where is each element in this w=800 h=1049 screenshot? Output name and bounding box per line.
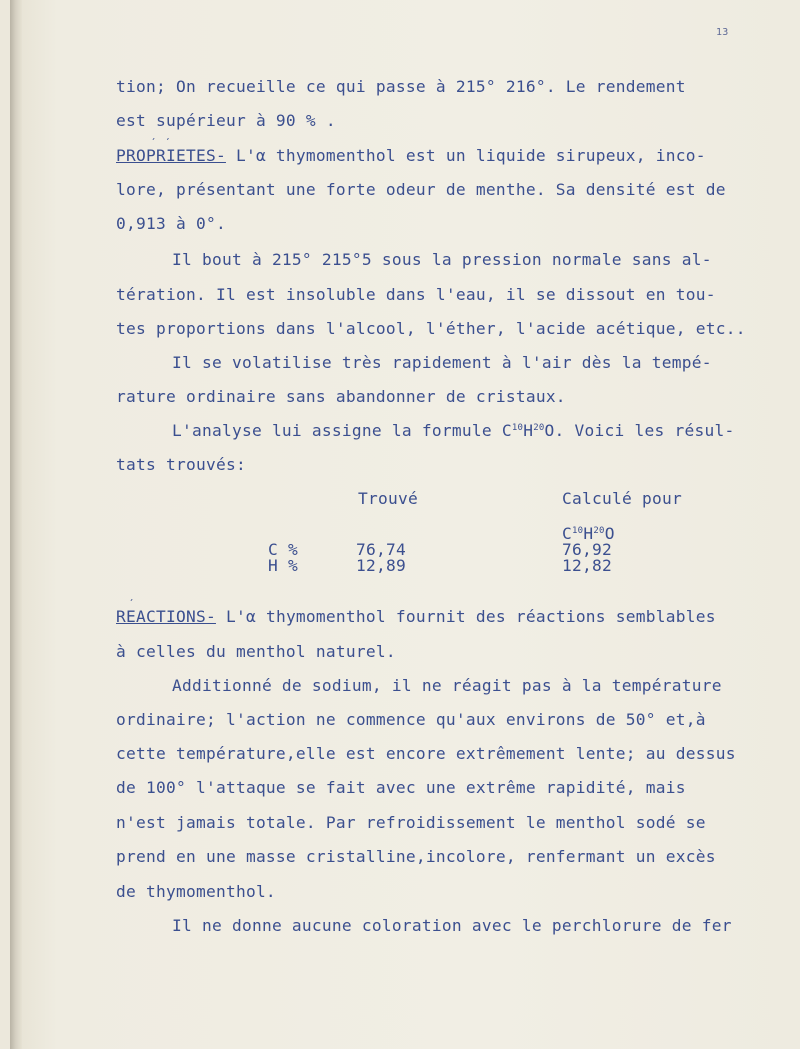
formula-c-subscript: 10 xyxy=(511,423,524,433)
text-line: de 100° l'attaque se fait avec une extrême rapidité, mais xyxy=(116,778,686,797)
text-line: rature ordinaire sans abandonner de cristaux. xyxy=(116,387,566,406)
page-number: 13 xyxy=(716,27,729,38)
text-line: lore, présentant une forte odeur de menthe. Sa densité est de xyxy=(116,180,726,199)
table-row-label: H % xyxy=(268,556,298,575)
text-line: tération. Il est insoluble dans l'eau, il se dissout en tou- xyxy=(116,285,716,304)
table-cell-calcule: 12,82 xyxy=(562,556,612,575)
text-line: de thymomenthol. xyxy=(116,882,276,901)
section-heading-reactions: REACTIONS- xyxy=(116,607,216,626)
text-segment: L'α thymomenthol fournit des réactions semblables xyxy=(215,607,716,626)
accent-mark: ˊ ˊ xyxy=(150,136,172,150)
text-line: tion; On recueille ce qui passe à 215° 216°. Le rendement xyxy=(116,77,686,96)
text-line: 0,913 à 0°. xyxy=(116,214,226,233)
binding-edge xyxy=(10,0,22,1049)
text-line: Il bout à 215° 215°5 sous la pression normale sans al- xyxy=(132,250,712,269)
table-row-label: C % xyxy=(268,540,298,559)
formula-c: C xyxy=(501,421,512,440)
text-line: à celles du menthol naturel. xyxy=(116,642,396,661)
text-line: ordinaire; l'action ne commence qu'aux environs de 50° et,à xyxy=(116,710,706,729)
table-cell-calcule: 76,92 xyxy=(562,540,612,559)
text-line: Additionné de sodium, il ne réagit pas à la température xyxy=(132,676,722,695)
text-line: est supérieur à 90 % . xyxy=(116,111,336,130)
text-line: tats trouvés: xyxy=(116,455,246,474)
document-page xyxy=(10,0,800,1049)
text-line: n'est jamais totale. Par refroidissement le menthol sodé se xyxy=(116,813,706,832)
formula-h: H xyxy=(523,421,534,440)
section-heading-proprietes: PROPRIETES- xyxy=(116,146,226,165)
text-segment: L'α thymomenthol est un liquide sirupeux, inco- xyxy=(225,146,706,165)
text-line: Il se volatilise très rapidement à l'air dès la tempé- xyxy=(132,353,712,372)
table-cell-trouve: 12,89 xyxy=(356,556,406,575)
text-line: tes proportions dans l'alcool, l'éther, l'acide acétique, etc.. xyxy=(116,319,746,338)
text-line: cette température,elle est encore extrêmement lente; au dessus xyxy=(116,744,736,763)
text-line: Il ne donne aucune coloration avec le perchlorure de fer xyxy=(132,916,732,935)
text-line xyxy=(116,146,706,165)
text-line xyxy=(132,421,734,440)
text-segment: O. Voici les résul- xyxy=(544,421,735,440)
column-header-formula: $C^{10}H^{20}O$ xyxy=(562,524,615,543)
column-header-calcule: Calculé pour xyxy=(562,489,682,508)
table-cell-trouve: 76,74 xyxy=(356,540,406,559)
text-line xyxy=(116,607,716,626)
accent-mark: ˊ xyxy=(128,597,136,611)
text-segment: L'analyse lui assigne la formule xyxy=(132,421,502,440)
column-header-trouve: Trouvé xyxy=(358,489,418,508)
formula-h-subscript: 20 xyxy=(533,423,545,433)
text-line: prend en une masse cristalline,incolore, renfermant un excès xyxy=(116,847,716,866)
